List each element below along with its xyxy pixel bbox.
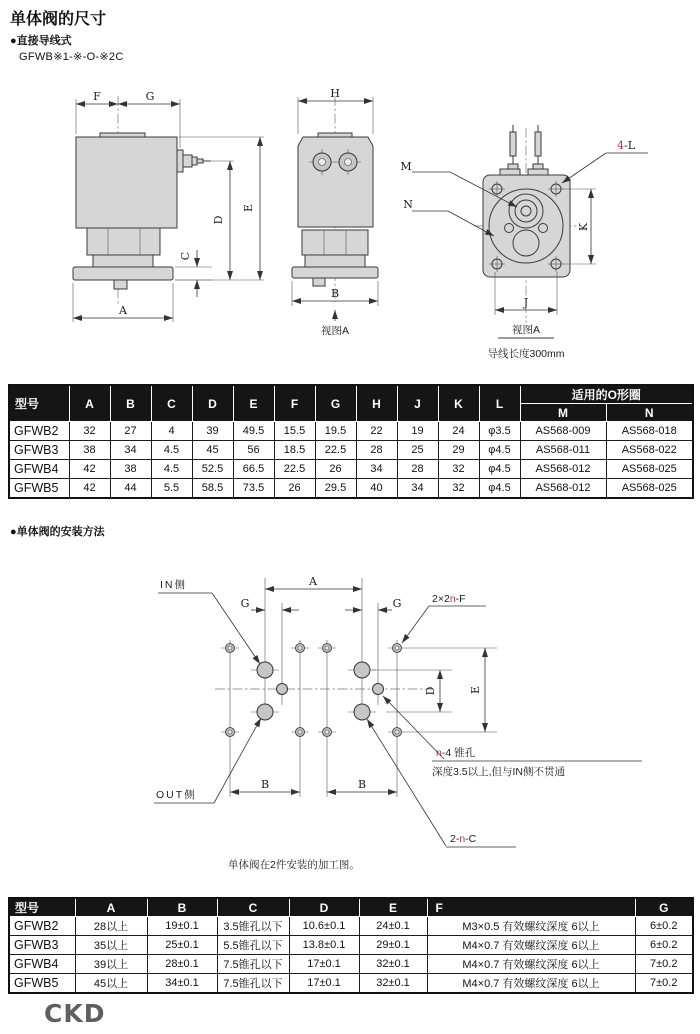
table-cell: 29±0.1: [359, 936, 427, 955]
dim-label-c: C: [179, 251, 192, 261]
wire-type-subtitle: ●直接导线式: [10, 35, 72, 47]
table-cell: 34: [397, 479, 438, 499]
table-cell: AS568-012: [520, 460, 606, 479]
table-row: [9, 422, 693, 441]
table-cell: AS568-011: [520, 441, 606, 460]
model-cell: GFWB4: [9, 460, 69, 479]
table-cell: 39: [192, 422, 233, 441]
table-cell: 52.5: [192, 460, 233, 479]
column-header-model: 型号: [9, 385, 69, 422]
table-cell: φ4.5: [479, 460, 520, 479]
model-cell: GFWB4: [9, 955, 75, 974]
table-cell: M4×0.7 有效螺纹深度 6以上: [427, 955, 635, 974]
table-cell: φ4.5: [479, 479, 520, 499]
taper-hole-note: 深度3.5以上,但与IN侧不贯通: [432, 766, 566, 778]
out-port-holes: [251, 704, 376, 720]
column-header: E: [359, 898, 427, 917]
table-cell: 5.5锥孔以下: [217, 936, 289, 955]
table-cell: 35以上: [75, 936, 147, 955]
table-cell: 32: [69, 422, 110, 441]
dim-label-j: J: [523, 296, 529, 309]
table-cell: 25±0.1: [147, 936, 217, 955]
out-side-label: OUT侧: [156, 789, 197, 801]
table-cell: 22: [356, 422, 397, 441]
column-header: G: [315, 385, 356, 422]
table-cell: φ3.5: [479, 422, 520, 441]
table-cell: 66.5: [233, 460, 274, 479]
column-header: C: [151, 385, 192, 422]
dim-label-e2: E: [469, 685, 482, 695]
lead-length-note: 导线长度300mm: [487, 348, 565, 360]
table-cell: 26: [274, 479, 315, 499]
in-side-label: IN侧: [160, 579, 187, 591]
table-cell: M4×0.7 有效螺纹深度 6以上: [427, 936, 635, 955]
model-cell: GFWB2: [9, 917, 75, 936]
dim-label-a2: A: [309, 575, 317, 588]
table-row: [9, 479, 693, 499]
table-cell: 7.5锥孔以下: [217, 955, 289, 974]
column-header: A: [75, 898, 147, 917]
table-row: [9, 955, 693, 974]
port-label-m: M: [400, 160, 412, 173]
mounting-caption: 单体阀在2件安装的加工图。: [228, 859, 360, 871]
dim-label-a: A: [119, 304, 127, 317]
table-cell: 73.5: [233, 479, 274, 499]
table-cell: 10.6±0.1: [289, 917, 359, 936]
table-cell: 39以上: [75, 955, 147, 974]
table-cell: 32: [438, 479, 479, 499]
table-cell: 45以上: [75, 974, 147, 994]
table-cell: 29: [438, 441, 479, 460]
table-cell: 6±0.2: [635, 917, 693, 936]
dimensions-table: [8, 384, 694, 499]
table-cell: 7±0.2: [635, 955, 693, 974]
table-row: [9, 936, 693, 955]
table-cell: AS568-025: [606, 479, 693, 499]
column-header: G: [635, 898, 693, 917]
table-cell: 15.5: [274, 422, 315, 441]
model-cell: GFWB3: [9, 441, 69, 460]
page-header: [10, 6, 124, 63]
table-cell: 42: [69, 460, 110, 479]
table-cell: 22.5: [315, 441, 356, 460]
table-cell: 28以上: [75, 917, 147, 936]
table-cell: 28: [356, 441, 397, 460]
bottom-view-drawing: [400, 125, 648, 360]
table-cell: 24±0.1: [359, 917, 427, 936]
table-cell: 32: [438, 460, 479, 479]
table-cell: 34±0.1: [147, 974, 217, 994]
out-hole-count-label: 2-n-C: [450, 833, 477, 845]
table-row: [9, 974, 693, 994]
table-cell: 19±0.1: [147, 917, 217, 936]
column-header: D: [192, 385, 233, 422]
table-cell: 7.5锥孔以下: [217, 974, 289, 994]
model-cell: GFWB5: [9, 974, 75, 994]
table-cell: 24: [438, 422, 479, 441]
column-header: B: [110, 385, 151, 422]
table-cell: 28±0.1: [147, 955, 217, 974]
dim-label-k: K: [577, 222, 590, 232]
model-cell: GFWB3: [9, 936, 75, 955]
table-cell: 13.8±0.1: [289, 936, 359, 955]
screw-holes-bottom: [221, 728, 406, 737]
column-header: E: [233, 385, 274, 422]
taper-hole-label: n-4 锥孔: [436, 747, 476, 759]
column-header-model: 型号: [9, 898, 75, 917]
column-header: H: [356, 385, 397, 422]
table-cell: 29.5: [315, 479, 356, 499]
table-row: [9, 917, 693, 936]
view-a-label-front: 视图A: [320, 325, 350, 337]
column-header-oring-m: M: [520, 404, 606, 422]
dim-label-d: D: [212, 215, 225, 225]
hole-label-4l: 4-L: [616, 139, 636, 152]
in-port-holes: [251, 662, 376, 678]
table-cell: 25: [397, 441, 438, 460]
column-header: L: [479, 385, 520, 422]
dim-label-h: H: [330, 87, 340, 100]
dim-label-e: E: [242, 203, 255, 213]
table-cell: M4×0.7 有效螺纹深度 6以上: [427, 974, 635, 994]
table-cell: 26: [315, 460, 356, 479]
table-cell: 4: [151, 422, 192, 441]
table-cell: 27: [110, 422, 151, 441]
side-view-drawing: [73, 90, 264, 322]
table-cell: 49.5: [233, 422, 274, 441]
table-cell: 38: [69, 441, 110, 460]
dim-label-d2: D: [424, 686, 437, 696]
table-cell: M3×0.5 有效螺纹深度 6以上: [427, 917, 635, 936]
table-cell: 32±0.1: [359, 974, 427, 994]
table-cell: 56: [233, 441, 274, 460]
table-cell: 17±0.1: [289, 974, 359, 994]
table-cell: 5.5: [151, 479, 192, 499]
dim-label-g: G: [145, 90, 155, 103]
table-cell: 4.5: [151, 460, 192, 479]
table-row: [9, 441, 693, 460]
table-cell: AS568-009: [520, 422, 606, 441]
table-cell: 4.5: [151, 441, 192, 460]
table-cell: 19.5: [315, 422, 356, 441]
table-cell: 22.5: [274, 460, 315, 479]
dim-label-g-right: G: [392, 597, 402, 610]
column-header: F: [427, 898, 635, 917]
column-header: D: [289, 898, 359, 917]
column-header-oring: 适用的O形圈: [520, 385, 693, 404]
model-cell: GFWB5: [9, 479, 69, 499]
table-cell: φ4.5: [479, 441, 520, 460]
page-title: 单体阀的尺寸: [10, 11, 107, 28]
dim-label-b: B: [330, 287, 340, 300]
table-cell: 58.5: [192, 479, 233, 499]
column-header: B: [147, 898, 217, 917]
dim-label-f: F: [93, 90, 101, 103]
table-cell: 38: [110, 460, 151, 479]
table-cell: 6±0.2: [635, 936, 693, 955]
table-cell: 19: [397, 422, 438, 441]
mounting-section-title: ●单体阀的安装方法: [10, 526, 105, 538]
table-cell: 32±0.1: [359, 955, 427, 974]
table-cell: AS568-022: [606, 441, 693, 460]
table-cell: 34: [110, 441, 151, 460]
front-view-drawing: [292, 87, 378, 337]
dimension-drawings: [0, 80, 700, 380]
view-a-label-bottom: 视图A: [511, 324, 541, 336]
table-cell: 44: [110, 479, 151, 499]
dim-label-b-left: B: [260, 778, 270, 791]
column-header: C: [217, 898, 289, 917]
table-cell: 34: [356, 460, 397, 479]
table-cell: AS568-025: [606, 460, 693, 479]
table-cell: AS568-018: [606, 422, 693, 441]
model-cell: GFWB2: [9, 422, 69, 441]
column-header-oring-n: N: [606, 404, 693, 422]
table-cell: AS568-012: [520, 479, 606, 499]
mounting-pattern-diagram: [0, 545, 700, 890]
mounting-dimensions-table: [8, 897, 694, 994]
table-cell: 45: [192, 441, 233, 460]
column-header: K: [438, 385, 479, 422]
dim-label-b-right: B: [357, 778, 367, 791]
column-header: A: [69, 385, 110, 422]
lead-wires: [508, 125, 543, 175]
table-cell: 42: [69, 479, 110, 499]
column-header: F: [274, 385, 315, 422]
table-cell: 17±0.1: [289, 955, 359, 974]
port-label-n: N: [403, 198, 413, 211]
table-row: [9, 460, 693, 479]
ckd-logo: CKD: [44, 999, 106, 1028]
table-cell: 18.5: [274, 441, 315, 460]
table-cell: 28: [397, 460, 438, 479]
table-cell: 7±0.2: [635, 974, 693, 994]
dim-label-g-left: G: [240, 597, 250, 610]
table-cell: 40: [356, 479, 397, 499]
column-header: J: [397, 385, 438, 422]
table-cell: 3.5锥孔以下: [217, 917, 289, 936]
model-code: GFWB※1-※-O-※2C: [19, 51, 124, 63]
screw-hole-count-label: 2×2n-F: [432, 593, 466, 605]
